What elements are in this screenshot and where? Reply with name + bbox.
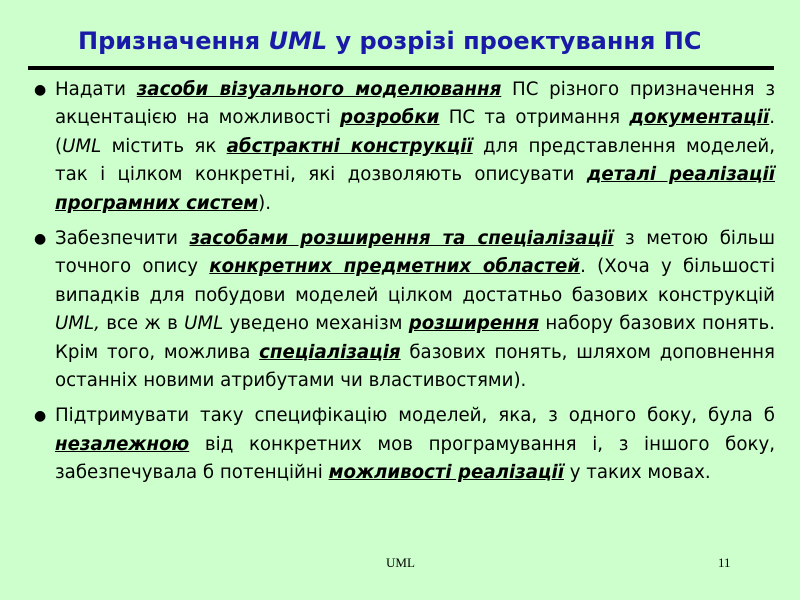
emphasis-text: можливості реалізації: [328, 462, 564, 484]
body-text: Забезпечити: [55, 228, 190, 250]
body-text: від конкретних мов програмування і, з іншого боку, забезпечувала б потенційні: [55, 433, 775, 484]
title-part-1: Призначення: [78, 27, 269, 55]
bullet-dot-icon: ●: [34, 231, 47, 248]
body-text: . (: [55, 107, 775, 157]
body-text: уведено механізм: [223, 313, 409, 335]
title-part-3: у розрізі проектування ПС: [327, 27, 702, 55]
bullet-item: [30, 225, 775, 395]
emphasis-text: розширення: [408, 313, 540, 335]
page-number: 11: [718, 555, 731, 570]
italic-text: UML: [62, 135, 102, 157]
body-text: Надати: [55, 79, 137, 100]
footer-label: UML: [386, 555, 415, 570]
slide-title: [78, 27, 701, 55]
emphasis-text: засоби візуального моделювання: [136, 79, 502, 100]
body-text: . (Хоча у більшості випадків для побудови моделей цілком достатньо базових конструкцій: [55, 256, 775, 306]
body-text: базових понять, шляхом доповнення останніх новими атрибутами чи властивостями).: [55, 341, 775, 392]
bullet-item: [30, 402, 775, 487]
body-text: у таких мовах.: [563, 462, 711, 484]
bullet-dot-icon: ●: [34, 82, 47, 98]
emphasis-text: документації: [629, 107, 770, 129]
body-text: ).: [258, 192, 272, 214]
emphasis-text: розробки: [340, 107, 440, 129]
body-text: для представлення моделей, так і цілком конкретні, які дозволяють описувати: [55, 135, 776, 186]
italic-text: UML,: [55, 313, 100, 335]
emphasis-text: незалежною: [55, 433, 190, 455]
body-text: все ж в: [99, 313, 185, 335]
title-divider: [28, 66, 774, 70]
body-text: ПС різного призначення з акцентацією на можливості: [55, 79, 775, 129]
body-text: з метою більш точного опису: [55, 228, 775, 278]
title-part-uml: UML: [268, 27, 328, 55]
emphasis-text: конкретних предметних областей: [209, 256, 581, 278]
body-text: набору базових понять. Крім того, можлива: [55, 313, 775, 363]
bullet-list: [30, 76, 775, 495]
italic-text: UML: [184, 313, 224, 335]
body-text: Підтримувати таку специфікацію моделей, яка, з одного боку, була б: [55, 405, 775, 427]
emphasis-text: деталі реалізації програмних систем: [55, 164, 776, 214]
body-text: ПС та отримання: [439, 107, 630, 129]
bullet-dot-icon: ●: [34, 408, 47, 425]
bullet-item: [30, 76, 775, 218]
emphasis-text: засобами розширення та спеціалізації: [189, 228, 614, 250]
emphasis-text: абстрактні конструкції: [226, 135, 473, 157]
body-text: містить як: [101, 135, 227, 157]
emphasis-text: спеціалізація: [259, 341, 401, 363]
